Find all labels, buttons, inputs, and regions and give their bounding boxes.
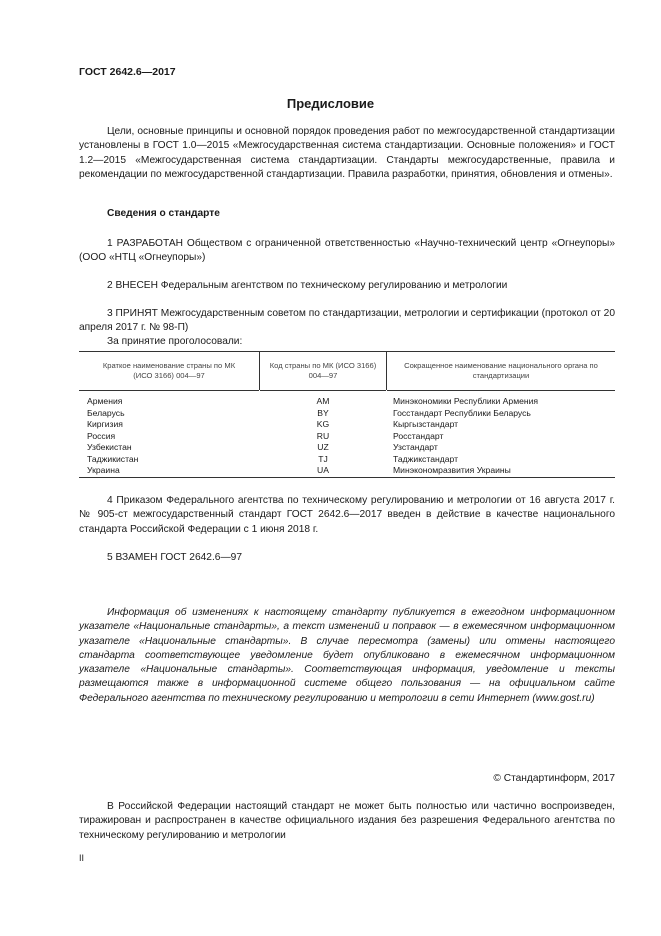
table-cell: Таджикстандарт — [393, 453, 459, 464]
table-cell: Кыргызстандарт — [393, 419, 459, 429]
table-cell: Киргизия — [87, 419, 123, 429]
item-replaces: 5 ВЗАМЕН ГОСТ 2642.6—97 — [107, 552, 242, 563]
table-cell: Армения — [87, 396, 123, 406]
table-cell: KG — [316, 419, 330, 429]
table-cell: Росстандарт — [393, 430, 444, 441]
table-cell: Узбекистан — [87, 442, 132, 452]
table-header-authority: Сокращенное наименование национального органа по стандартизации — [387, 352, 615, 391]
table-cell: UA — [317, 465, 329, 475]
table-cell: UZ — [317, 442, 329, 452]
table-cell: BY — [317, 407, 329, 418]
table-cell: Украина — [87, 465, 120, 475]
table-cell: Минэкономразвития Украины — [393, 465, 511, 475]
intro-paragraph: Цели, основные принципы и основной порядок проведения работ по межгосударственной стандартизации установлены в ГОСТ 1.0—2015 «Межгосударственная система стандартизации. Основные положения» и ГОСТ 1.2—2015 «Межгосударственная система стандартизации. Стандарты межгосударственные, правила и рекомендации по межгосударственной стандартизации. Правила разработки, принятия, обновления и отмены». — [79, 126, 615, 180]
country-column — [87, 396, 138, 477]
item-enacted: 4 Приказом Федерального агентства по техническому регулированию и метрологии от 16 августа 2017 г. № 905-ст межгосударственный стандарт ГОСТ 2642.6—2017 введен в действие в качестве национального стандарта Российской Федерации с 1 июня 2018 г. — [79, 495, 615, 535]
copyright: © Стандартинформ, 2017 — [493, 773, 615, 784]
table-cell: Таджикистан — [87, 453, 139, 464]
legal-notice: В Российской Федерации настоящий стандарт не может быть полностью или частично воспроизведен, тиражирован и распространен в качестве официального издания без разрешения Федерального агентства по техническому регулированию и метрологии — [79, 801, 615, 841]
vote-label: За принятие проголосовали: — [107, 336, 243, 347]
item-submitted: 2 ВНЕСЕН Федеральным агентством по техническому регулированию и метрологии — [107, 280, 508, 291]
changes-notice: Информация об изменениях к настоящему стандарту публикуется в ежегодном информационном указателе «Национальные стандарты», а текст изменений и поправок — в ежемесячном информационном указателе «Национальные стандарты». В случае пересмотра (замены) или отмены настоящего стандарта соответствующее уведомление будет опубликовано в ежемесячном информационном указателе «Национальные стандарты». Соответствующая информация, уведомление и тексты размещаются также в информационной системе общего пользования — на официальном сайте Федерального агентства по техническому регулированию и метрологии в сети Интернет (www.gost.ru) — [79, 607, 615, 704]
table-cell: Россия — [87, 430, 116, 441]
page-number: II — [79, 853, 85, 863]
authority-column — [393, 396, 538, 477]
table-header-code: Код страны по МК (ИСО 3166) 004—97 — [260, 352, 386, 391]
table-cell: Беларусь — [87, 407, 125, 418]
item-adopted: 3 ПРИНЯТ Межгосударственным советом по стандартизации, метрологии и сертификации (протокол от 20 апреля 2017 г. № 98-П) — [79, 308, 615, 334]
table-cell: TJ — [318, 453, 328, 464]
table-header-country: Краткое наименование страны по МК (ИСО 3166) 004—97 — [79, 352, 259, 391]
table-cell: Минэкономики Республики Армения — [393, 396, 539, 406]
table-cell: Госстандарт Республики Беларусь — [393, 407, 531, 418]
table-cell: RU — [316, 430, 330, 441]
info-heading: Сведения о стандарте — [107, 208, 220, 219]
table-cell: AM — [316, 396, 330, 406]
code-column — [260, 396, 386, 477]
voting-table — [79, 351, 615, 478]
page-title: Предисловие — [286, 96, 375, 111]
item-developed: 1 РАЗРАБОТАН Обществом с ограниченной ответственностью «Научно-технический центр «Огнеупоры» (ООО «НТЦ «Огнеупоры») — [79, 238, 615, 264]
document-number: ГОСТ 2642.6—2017 — [79, 66, 176, 78]
table-cell: Узстандарт — [393, 442, 438, 452]
